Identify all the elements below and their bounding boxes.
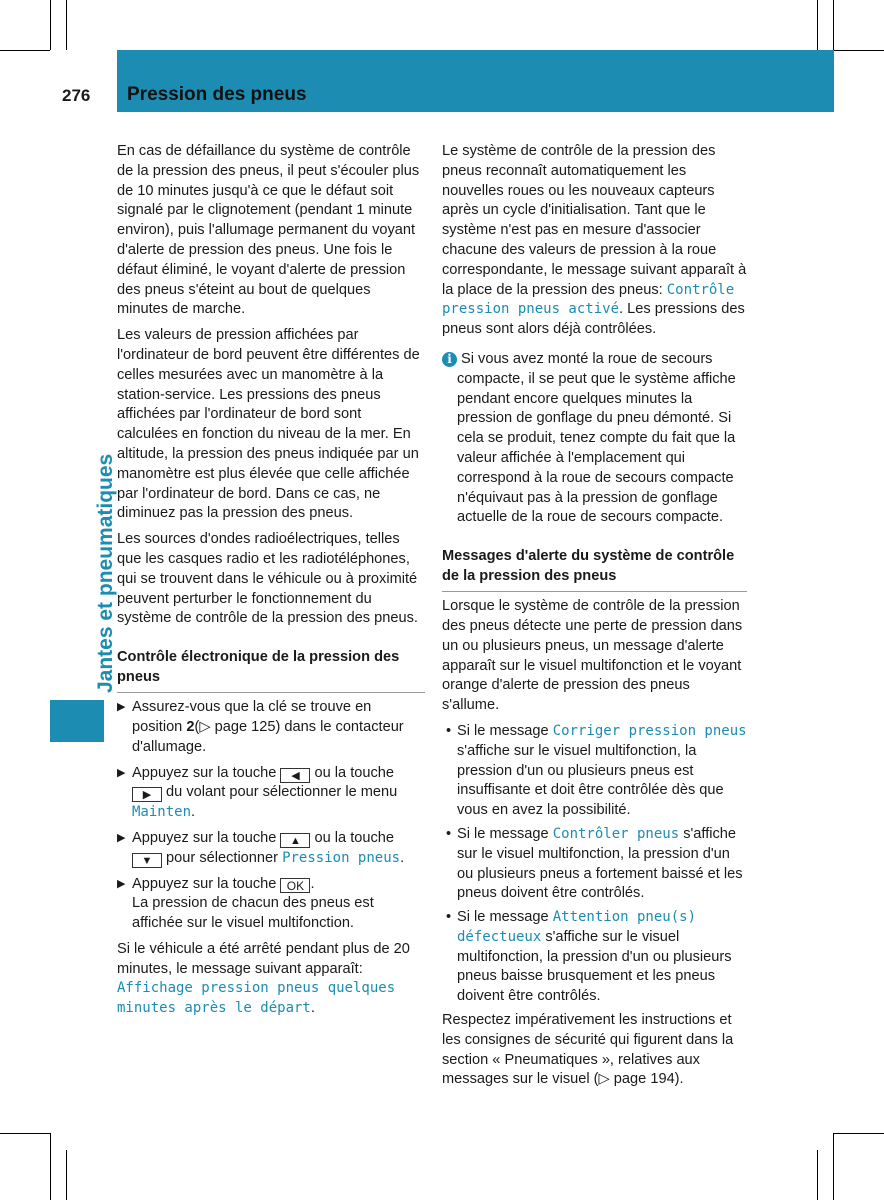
display-message: Mainten <box>132 804 192 821</box>
info-icon: i <box>442 352 457 367</box>
right-key-icon: ▶ <box>132 787 162 802</box>
paragraph: Respectez impérativement les instructions et les consignes de sécurité qui figurent dans la section « Pneumatiques », relatives aux messages sur le visuel (▷ page 194). <box>442 1012 734 1088</box>
paragraph: Les sources d'ondes radioélectriques, telles que les casques radio et les radiotéléphones, qui se trouvent dans le véhicule ou à proximité peuvent perturber le fonctionnement du système de contrôle de la pression des pneus. <box>117 531 418 627</box>
bullet-icon: • <box>446 722 452 739</box>
crop-mark <box>0 1133 50 1134</box>
display-message: Attention pneu(s) défectueux <box>457 909 697 945</box>
side-tab-label: Jantes et pneumatiques <box>94 453 117 693</box>
crop-mark <box>817 1150 818 1200</box>
left-column <box>117 142 425 1025</box>
page-number: 276 <box>62 86 91 105</box>
info-note: i Si vous avez monté la roue de secours compacte, il se peut que le système affiche pendant encore quelques minutes la pression de gonflage du pneu démonté. Si cela se produit, tenez compte du fait que la valeur affichée à l'emplacement qui correspond à la roue de secours compacte n'équivaut pas à la pression de gonflage actuelle de la roue de secours compacte. <box>442 350 747 528</box>
instruction-step: ▶ Appuyez sur la touche OK . La pression de chacun des pneus est affichée sur le visuel multifonction. <box>117 875 425 934</box>
display-message: Contrôler pneus <box>552 825 680 842</box>
paragraph: Si le véhicule a été arrêté pendant plus de 20 minutes, le message suivant apparaît: Affichage pression pneus quelques minutes après le départ. <box>117 940 410 1017</box>
step-arrow-icon: ▶ <box>117 701 126 714</box>
crop-mark <box>66 1150 67 1200</box>
step-arrow-icon: ▶ <box>117 877 126 890</box>
list-item: • Si le message Contrôler pneus s'affiche sur le visuel multifonction, la pression d'un ou plusieurs pneus a fortement baissé et les pneus doivent être contrôlés. <box>446 825 743 902</box>
crop-mark <box>0 50 50 51</box>
section-heading: Contrôle électronique de la pression des pneus <box>117 647 425 693</box>
page-title: Pression des pneus <box>127 84 307 105</box>
paragraph: Le système de contrôle de la pression des pneus reconnaît automatiquement les nouvelles roues ou les nouveaux capteurs après un cycle d'initialisation. Tant que le système n'est pas en mesure d'associer chacune des valeurs de pression à la roue correspondante, le message suivant apparaît à la place de la pression des pneus: Contrôle pression pneus activé. Les pressions des pneus sont alors déjà contrôlées. <box>442 143 747 338</box>
display-message: Corriger pression pneus <box>552 722 747 739</box>
crop-mark <box>834 1133 884 1134</box>
instruction-step: ▶ Assurez-vous que la clé se trouve en position 2(▷ page 125) dans le contacteur d'allumage. <box>117 699 404 755</box>
side-tab-block <box>50 700 104 742</box>
step-arrow-icon: ▶ <box>117 766 126 779</box>
display-message: Pression pneus <box>282 849 401 866</box>
section-heading: Messages d'alerte du système de contrôle de la pression des pneus <box>442 546 747 592</box>
ok-key-icon: OK <box>280 878 310 893</box>
up-key-icon: ▲ <box>280 833 310 848</box>
crop-mark <box>66 0 67 50</box>
crop-mark <box>50 0 51 50</box>
right-column <box>442 142 747 1096</box>
list-item: • Si le message Corriger pression pneus s'affiche sur le visuel multifonction, la pression d'un ou plusieurs pneus est insuffisante et doit être contrôlée dès que vous en avez la possibilité. <box>446 722 747 819</box>
instruction-step: ▶ Appuyez sur la touche ▲ ou la touche ▼ pour sélectionner Pression pneus. <box>117 829 405 867</box>
paragraph: Lorsque le système de contrôle de la pression des pneus détecte une perte de pression dans un ou plusieurs pneus, un message d'alerte apparaît sur le visuel multifonction et le voyant orange d'alerte de pression des pneus s'allume. <box>442 598 743 714</box>
instruction-step: ▶ Appuyez sur la touche ◀ ou la touche ▶ du volant pour sélectionner le menu Mainten. <box>117 764 398 821</box>
bullet-icon: • <box>446 909 452 926</box>
crop-mark <box>833 0 834 50</box>
step-arrow-icon: ▶ <box>117 831 126 844</box>
paragraph: Les valeurs de pression affichées par l'ordinateur de bord peuvent être différentes de celles mesurées avec un manomètre à la station-service. Les pressions des pneus affichées par l'ordinateur de bord sont calculées en fonction du niveau de la mer. En altitude, la pression des pneus indiquée par un manomètre est plus élevée que celle affichée par l'ordinateur de bord. Dans ce cas, ne diminuez pas la pression des pneus. <box>117 327 420 522</box>
crop-mark <box>817 0 818 50</box>
list-item: • Si le message Attention pneu(s) défectueux s'affiche sur le visuel multifonction, la pression d'un ou plusieurs pneus baisse brusquement et les pneus doivent être contrôlés. <box>446 909 732 1005</box>
display-message: Affichage pression pneus quelques minutes après le départ <box>117 980 396 1017</box>
left-key-icon: ◀ <box>280 768 310 783</box>
paragraph: En cas de défaillance du système de contrôle de la pression des pneus, il peut s'écouler plus de 10 minutes jusqu'à ce que le défaut soit signalé par le clignotement (pendant 1 minute environ), puis l'allumage permanent du voyant d'alerte de pression des pneus. Une fois le défaut éliminé, le voyant d'alerte de pression des pneus s'éteint au bout de quelques minutes de marche. <box>117 143 420 318</box>
display-message: Contrôle pression pneus activé <box>442 281 735 318</box>
crop-mark <box>833 1133 834 1200</box>
bullet-icon: • <box>446 825 452 842</box>
down-key-icon: ▼ <box>132 853 162 868</box>
crop-mark <box>50 1133 51 1200</box>
crop-mark <box>834 50 884 51</box>
step-result: La pression de chacun des pneus est affichée sur le visuel multifonction. <box>132 895 374 932</box>
